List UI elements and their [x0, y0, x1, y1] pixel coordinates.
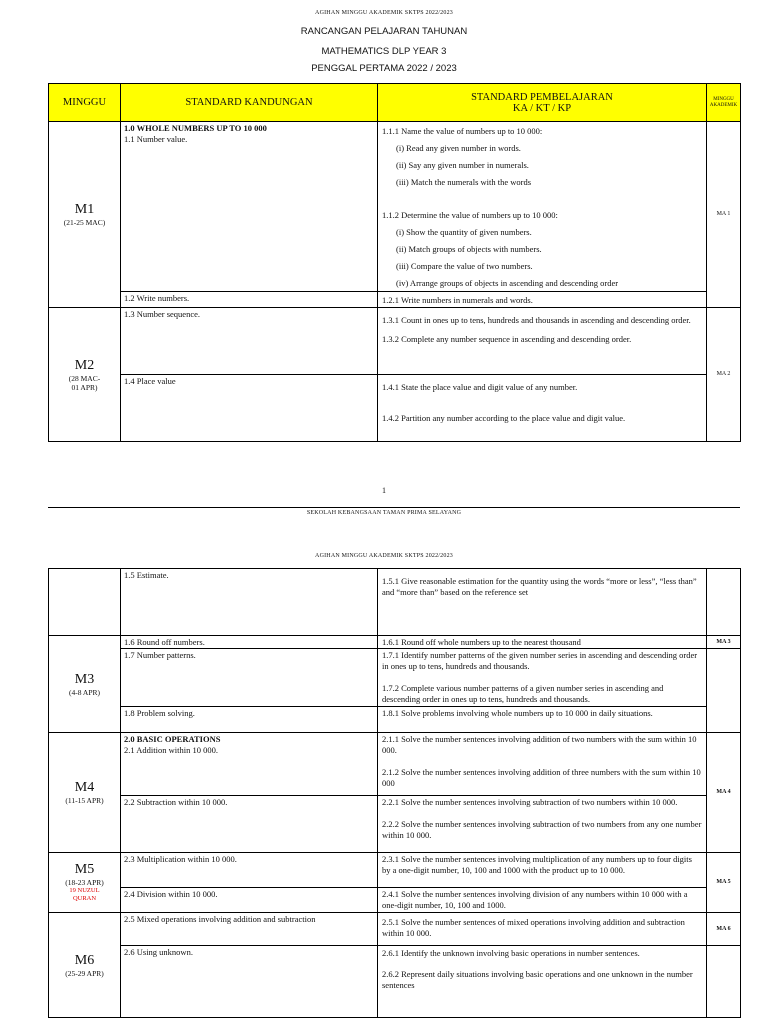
sk-item: 1.1 Number value.	[124, 134, 188, 144]
sp-cell: 2.5.1 Solve the number sentences of mixed operations involving addition and subtraction within 10 000.	[378, 913, 707, 946]
sp-item: 1.4.1 State the place value and digit value of any number.	[382, 382, 578, 392]
table-row	[49, 292, 741, 308]
table-row	[49, 888, 741, 913]
sk-cell: 2.3 Multiplication within 10 000.	[121, 853, 378, 888]
sp-item: 2.2.2 Solve the number sentences involving subtraction of two numbers from any one number within 10 000.	[382, 819, 702, 840]
sp-subitem: (iv) Arrange groups of objects in ascending and descending order	[396, 278, 619, 288]
sp-subitem: (iii) Compare the value of two numbers.	[396, 261, 533, 271]
sp-cell: 2.3.1 Solve the number sentences involving multiplication of any numbers up to four digits by a one-digit number, 10, 100 and 1000 with the product up to 10 000.	[378, 853, 707, 888]
page-header: AGIHAN MINGGU AKADEMIK SKTPS 2022/2023	[315, 10, 453, 16]
sp-item: 1.7.2 Complete various number patterns of a given number series in ascending and descending order in ones up to tens, hundreds and thousands.	[382, 683, 664, 704]
page-header: AGIHAN MINGGU AKADEMIK SKTPS 2022/2023	[315, 553, 453, 559]
table-row	[49, 122, 741, 292]
sp-item: 2.6.2 Represent daily situations involving basic operations and one unknown in the number sentences	[382, 969, 693, 990]
table-row	[49, 707, 741, 733]
sp-item: 1.4.2 Partition any number according to the place value and digit value.	[382, 413, 626, 423]
week-dates: (4-8 APR)	[68, 687, 101, 697]
sk-cell	[121, 122, 378, 292]
sk-cell: 1.5 Estimate.	[121, 569, 378, 636]
sk-cell: 1.7 Number patterns.	[121, 649, 378, 707]
ma-cell: MA 5	[707, 853, 741, 913]
header-minggu: MINGGU	[49, 84, 121, 122]
sp-item: 2.1.1 Solve the number sentences involving addition of two numbers with the sum within 10 000.	[382, 734, 697, 755]
header-ma-line2: AKADEMIK	[709, 102, 738, 108]
week-cell-m1	[49, 122, 121, 308]
sk-cell: 2.4 Division within 10 000.	[121, 888, 378, 913]
topic-heading: 1.0 WHOLE NUMBERS UP TO 10 000	[124, 123, 267, 133]
document-subtitle: MATHEMATICS DLP YEAR 3	[321, 46, 447, 57]
table-row	[49, 913, 741, 946]
week-dates: (11-15 APR)	[65, 796, 104, 805]
table-row	[49, 569, 741, 636]
sp-item: 1.3.2 Complete any number sequence in ascending and descending order.	[382, 334, 632, 344]
table-row	[49, 636, 741, 649]
sp-cell	[378, 649, 707, 707]
header-sp-line2: KA / KT / KP	[512, 102, 572, 114]
table-row	[49, 796, 741, 853]
sp-cell: 1.5.1 Give reasonable estimation for the quantity using the words “more or less”, “less than” and “more than” based on the reference set	[378, 569, 707, 636]
week-cell-m5	[49, 853, 121, 913]
week-cell-m4	[49, 733, 121, 853]
week-label: M3	[74, 671, 95, 687]
table-row	[49, 853, 741, 888]
sk-cell: 1.8 Problem solving.	[121, 707, 378, 733]
header-ma-line1: MINGGU	[713, 96, 734, 102]
week-dates: (21-25 MAC)	[63, 218, 106, 227]
header-minggu-akademik	[707, 84, 741, 122]
sk-cell: 2.5 Mixed operations involving addition and subtraction	[121, 913, 378, 946]
sp-item: 1.1.1 Name the value of numbers up to 10 000:	[382, 126, 543, 136]
week-dates: (25-29 APR)	[65, 968, 104, 978]
week-label: M2	[74, 357, 95, 373]
sp-subitem: (iii) Match the numerals with the words	[396, 177, 532, 187]
topic-heading: 2.0 BASIC OPERATIONS	[124, 734, 221, 744]
week-label: M1	[74, 202, 95, 217]
sk-cell: 1.4 Place value	[121, 375, 378, 442]
sp-item: 2.6.1 Identify the unknown involving basic operations in number sentences.	[382, 948, 640, 958]
week-label: M4	[74, 780, 95, 795]
sk-cell: 1.2 Write numbers.	[121, 292, 378, 308]
table-header-row	[49, 84, 741, 122]
sp-cell	[378, 308, 707, 375]
sp-cell: 2.4.1 Solve the number sentences involving division of any numbers within 10 000 with a one-digit number, 10, 100 and 1000.	[378, 888, 707, 913]
ma-cell: MA 1	[707, 122, 741, 308]
ma-cell	[707, 946, 741, 1018]
week-dates: (28 MAC-	[68, 373, 101, 383]
week-cell-m2	[49, 308, 121, 442]
sp-subitem: (i) Show the quantity of given numbers.	[396, 227, 532, 237]
table-row	[49, 733, 741, 796]
sp-cell	[378, 796, 707, 853]
term-title: PENGGAL PERTAMA 2022 / 2023	[311, 63, 457, 74]
table-row	[49, 308, 741, 375]
table-row	[49, 649, 741, 707]
sk-cell	[121, 733, 378, 796]
header-standard-pembelajaran	[378, 84, 707, 122]
sp-subitem: (ii) Match groups of objects with numbers.	[396, 244, 542, 254]
sp-item: 1.1.2 Determine the value of numbers up to 10 000:	[382, 210, 558, 220]
page-footer: SEKOLAH KEBANGSAAN TAMAN PRIMA SELAYANG	[306, 510, 462, 516]
sp-cell: 1.6.1 Round off whole numbers up to the nearest thousand	[378, 636, 707, 649]
sp-cell: 1.8.1 Solve problems involving whole numbers up to 10 000 in daily situations.	[378, 707, 707, 733]
sp-cell: 1.2.1 Write numbers in numerals and words.	[378, 292, 707, 308]
week-label: M5	[74, 862, 95, 877]
sk-item: 2.1 Addition within 10 000.	[124, 745, 218, 755]
sk-cell: 2.6 Using unknown.	[121, 946, 378, 1018]
week-dates: (18-23 APR)	[65, 878, 104, 887]
week-cell-m3	[49, 636, 121, 733]
lesson-plan-table-2	[48, 568, 741, 1018]
header-standard-kandungan: STANDARD KANDUNGAN	[121, 84, 378, 122]
ma-cell	[707, 569, 741, 636]
sk-cell: 1.6 Round off numbers.	[121, 636, 378, 649]
sp-cell	[378, 946, 707, 1018]
table-row	[49, 375, 741, 442]
page-number: 1	[382, 486, 386, 495]
sp-item: 1.7.1 Identify number patterns of the given number series in ascending and descending order in ones up to tens, hundreds and thousands.	[382, 650, 698, 671]
lesson-plan-table-1	[48, 83, 741, 442]
footer-divider	[48, 507, 740, 508]
sk-cell: 2.2 Subtraction within 10 000.	[121, 796, 378, 853]
sp-cell	[378, 375, 707, 442]
table-row	[49, 946, 741, 1018]
document-title: RANCANGAN PELAJARAN TAHUNAN	[300, 26, 468, 37]
sp-subitem: (ii) Say any given number in numerals.	[396, 160, 529, 170]
holiday-note: 19 NUZUL	[69, 887, 100, 894]
header-sp-line1: STANDARD PEMBELAJARAN	[471, 91, 613, 103]
sp-cell	[378, 122, 707, 292]
ma-cell: MA 4	[707, 733, 741, 853]
holiday-note: QURAN	[72, 895, 97, 902]
ma-cell: MA 6	[707, 913, 741, 946]
sp-item: 1.3.1 Count in ones up to tens, hundreds and thousands in ascending and descending order.	[382, 315, 691, 325]
ma-cell: MA 2	[707, 308, 741, 442]
sk-cell: 1.3 Number sequence.	[121, 308, 378, 375]
week-dates: 01 APR)	[71, 382, 98, 392]
week-cell-m6	[49, 913, 121, 1018]
week-cell-empty	[49, 569, 121, 636]
sp-item: 2.2.1 Solve the number sentences involving subtraction of two numbers within 10 000.	[382, 797, 678, 807]
ma-cell: MA 3	[707, 636, 741, 649]
ma-cell	[707, 649, 741, 733]
sp-subitem: (i) Read any given number in words.	[396, 143, 521, 153]
sp-cell	[378, 733, 707, 796]
sp-item: 2.1.2 Solve the number sentences involving addition of three numbers with the sum within 10 000	[382, 767, 701, 788]
week-label: M6	[74, 952, 95, 968]
